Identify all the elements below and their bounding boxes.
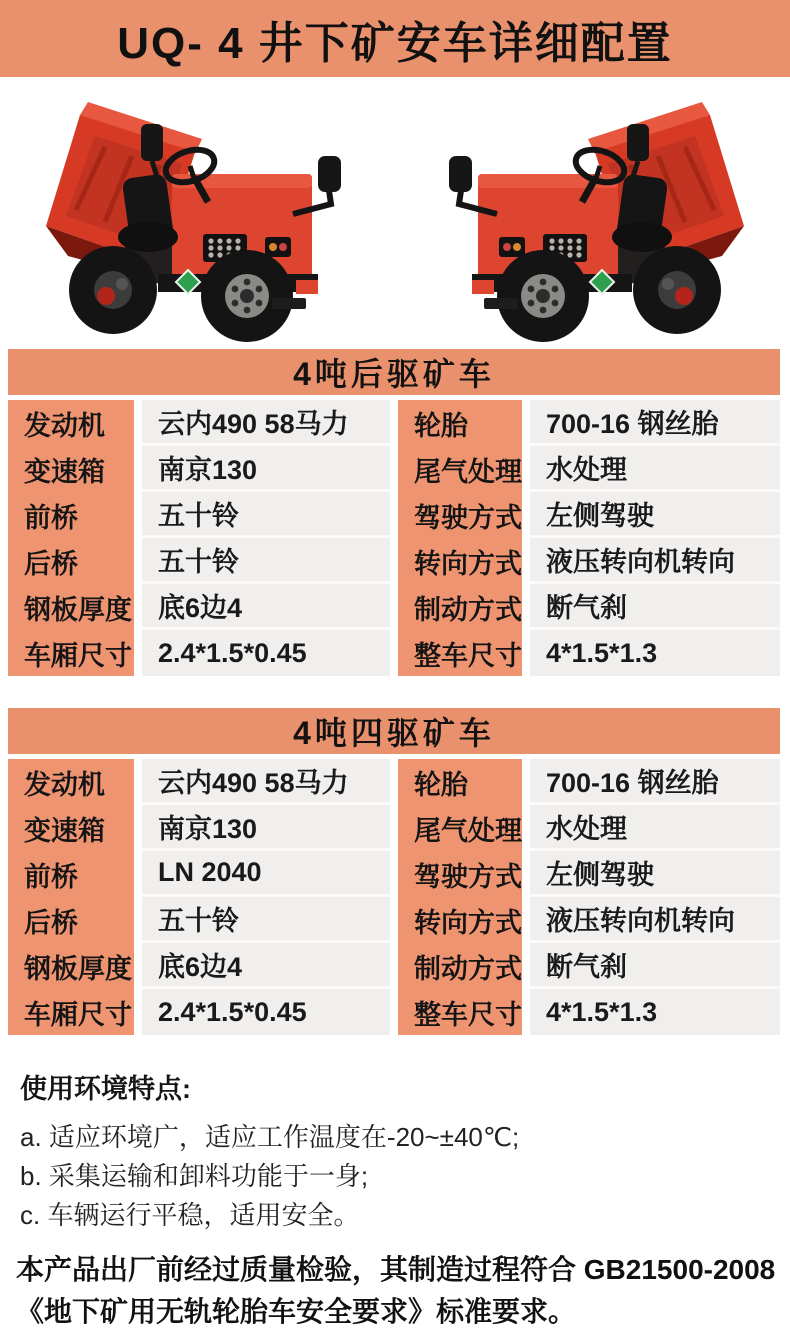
spec-value: 断气刹 (530, 943, 780, 989)
spec-label: 后桥 (8, 897, 134, 943)
spec-value: 底6边4 (142, 943, 390, 989)
spec-label: 后桥 (8, 538, 134, 584)
spec-label: 制动方式 (398, 943, 522, 989)
quality-statement-line2: 《地下矿用无轨轮胎车安全要求》标准要求。 (16, 1296, 577, 1327)
feature-item-c: c. 车辆运行平稳，适用安全。 (20, 1200, 360, 1230)
spec-label: 整车尺寸 (398, 989, 522, 1035)
spec-label: 发动机 (8, 400, 134, 446)
spec-label: 轮胎 (398, 400, 522, 446)
spec-value: 液压转向机转向 (530, 897, 780, 943)
spec-label: 前桥 (8, 851, 134, 897)
spec-value: 700-16 钢丝胎 (530, 400, 780, 446)
spec-value: 液压转向机转向 (530, 538, 780, 584)
spec-label: 整车尺寸 (398, 630, 522, 676)
features-heading: 使用环境特点: (20, 1074, 191, 1104)
spec-value: 南京130 (142, 446, 390, 492)
spec-table-rear-drive (8, 349, 780, 676)
spec-value: 700-16 钢丝胎 (530, 759, 780, 805)
spec-label: 发动机 (8, 759, 134, 805)
truck-photo-left (10, 84, 395, 342)
spec-label: 驾驶方式 (398, 492, 522, 538)
quality-statement (0, 1235, 790, 1333)
spec-value: 2.4*1.5*0.45 (142, 630, 390, 676)
spec-value: 左侧驾驶 (530, 851, 780, 897)
spec-value: 云内490 58马力 (142, 759, 390, 805)
spec-table-four-wheel-drive (8, 708, 780, 1035)
spec-label: 钢板厚度 (8, 943, 134, 989)
spec-label: 钢板厚度 (8, 584, 134, 630)
spec-value: 水处理 (530, 805, 780, 851)
feature-item-a: a. 适应环境广，适应工作温度在-20~±40℃; (20, 1122, 520, 1152)
spec-label: 转向方式 (398, 538, 522, 584)
spec-label: 车厢尺寸 (8, 630, 134, 676)
spec-label: 变速箱 (8, 446, 134, 492)
spec-value: LN 2040 (142, 851, 390, 897)
spec-label: 转向方式 (398, 897, 522, 943)
spec-value: 五十铃 (142, 897, 390, 943)
page-title: UQ- 4 井下矿安车详细配置 (117, 18, 673, 68)
truck-photo-strip (0, 77, 790, 349)
spec-value: 南京130 (142, 805, 390, 851)
spec-table-title: 4吨后驱矿车 (293, 356, 495, 392)
spec-value: 五十铃 (142, 538, 390, 584)
spec-label: 前桥 (8, 492, 134, 538)
dump-truck-illustration-mirrored (449, 102, 744, 342)
spec-label: 轮胎 (398, 759, 522, 805)
spec-value: 4*1.5*1.3 (530, 630, 780, 676)
spec-value: 左侧驾驶 (530, 492, 780, 538)
spec-label: 尾气处理 (398, 805, 522, 851)
spec-table-title: 4吨四驱矿车 (293, 715, 495, 751)
spec-value: 2.4*1.5*0.45 (142, 989, 390, 1035)
spec-label: 尾气处理 (398, 446, 522, 492)
spec-label: 驾驶方式 (398, 851, 522, 897)
spec-table-body (8, 400, 780, 676)
feature-item-b: b. 采集运输和卸料功能于一身; (20, 1161, 369, 1191)
dump-truck-illustration (46, 102, 341, 342)
spec-value: 五十铃 (142, 492, 390, 538)
spec-table-body (8, 759, 780, 1035)
spec-value: 断气刹 (530, 584, 780, 630)
truck-photo-right (395, 84, 780, 342)
spec-value: 底6边4 (142, 584, 390, 630)
spec-table-header (8, 708, 780, 754)
quality-statement-line1: 本产品出厂前经过质量检验，其制造过程符合 GB21500-2008 (16, 1254, 776, 1285)
spec-label: 变速箱 (8, 805, 134, 851)
title-banner (0, 0, 790, 77)
usage-features (0, 1035, 790, 1235)
spec-label: 车厢尺寸 (8, 989, 134, 1035)
spec-value: 水处理 (530, 446, 780, 492)
spec-label: 制动方式 (398, 584, 522, 630)
spec-table-header (8, 349, 780, 395)
spec-value: 云内490 58马力 (142, 400, 390, 446)
spec-value: 4*1.5*1.3 (530, 989, 780, 1035)
